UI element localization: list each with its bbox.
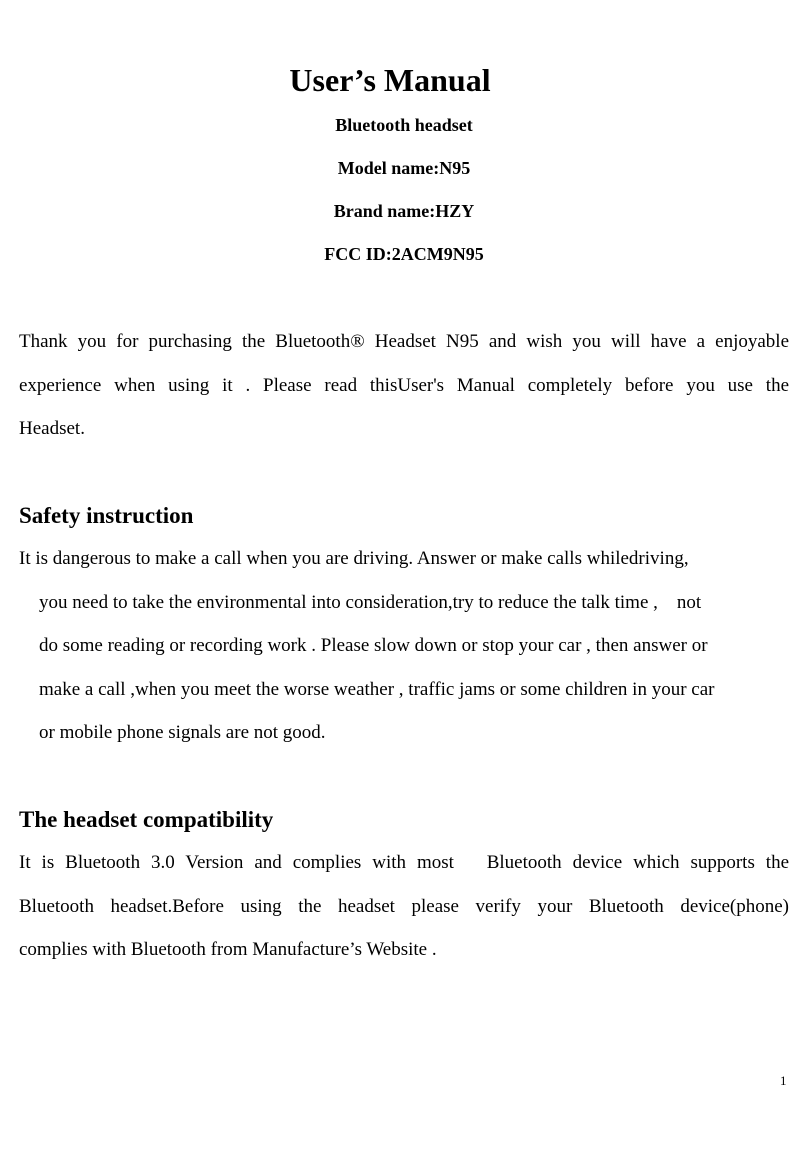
compatibility-heading: The headset compatibility <box>19 807 274 832</box>
page-title: User’s Manual <box>289 62 491 98</box>
intro-paragraph <box>19 320 789 451</box>
safety-line: make a call ,when you meet the worse weather , traffic jams or some children in your car <box>39 678 715 700</box>
compatibility-paragraph <box>19 841 789 972</box>
safety-heading: Safety instruction <box>19 503 194 528</box>
safety-line: you need to take the environmental into consideration,try to reduce the talk time , not <box>39 591 702 613</box>
product-subtitle: Bluetooth headset <box>335 115 473 135</box>
compatibility-line: Bluetooth headset.Before using the headset please verify your Bluetooth device(phone) <box>19 895 789 917</box>
brand-name: Brand name:HZY <box>333 201 475 221</box>
safety-paragraph <box>19 537 799 755</box>
safety-line: or mobile phone signals are not good. <box>39 722 326 743</box>
model-name: Model name:N95 <box>337 158 471 178</box>
intro-line: experience when using it . Please read thisUser's Manual completely before you use the <box>19 374 789 396</box>
safety-line: It is dangerous to make a call when you are driving. Answer or make calls whiledriving, <box>19 548 689 569</box>
intro-line: Thank you for purchasing the Bluetooth® Headset N95 and wish you will have a enjoyable <box>19 331 789 352</box>
compatibility-line: It is Bluetooth 3.0 Version and complies with most Bluetooth device which supports the <box>19 852 789 873</box>
page-number: 1 <box>780 1073 787 1088</box>
fcc-id: FCC ID:2ACM9N95 <box>324 244 484 264</box>
compatibility-line: complies with Bluetooth from Manufacture’s Website . <box>19 939 437 960</box>
intro-line: Headset. <box>19 418 85 439</box>
safety-line: do some reading or recording work . Please slow down or stop your car , then answer or <box>39 635 708 656</box>
